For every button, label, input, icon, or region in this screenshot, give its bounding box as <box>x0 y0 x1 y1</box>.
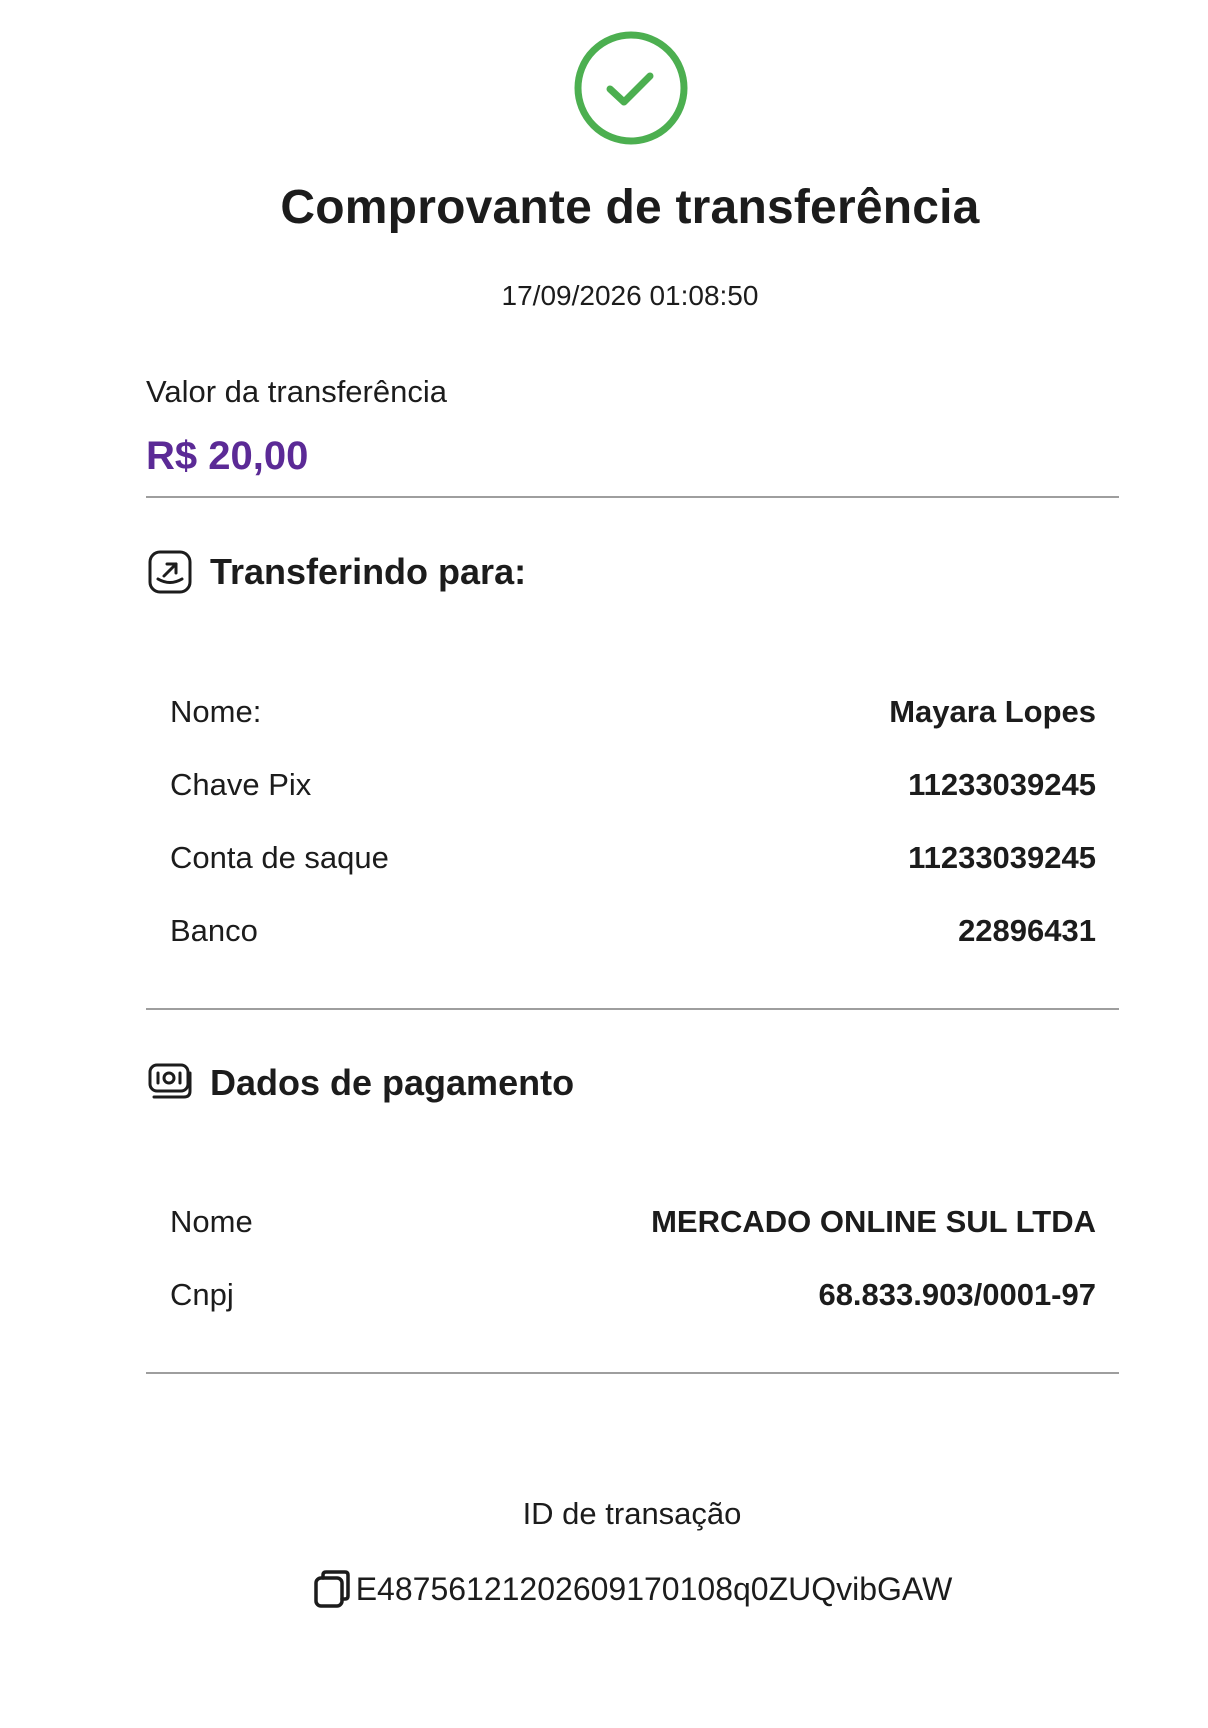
transaction-id[interactable] <box>0 1568 1208 1610</box>
row-value: 68.833.903/0001-97 <box>818 1277 1096 1312</box>
recipient-row-account <box>170 836 1096 880</box>
divider <box>146 1008 1119 1010</box>
recipient-section-title: Transferindo para: <box>210 551 527 592</box>
payment-section-title: Dados de pagamento <box>210 1062 575 1103</box>
page-title: Comprovante de transferência <box>280 181 980 234</box>
payment-section-header <box>146 1058 574 1108</box>
row-value: MERCADO ONLINE SUL LTDA <box>651 1204 1096 1239</box>
recipient-row-bank <box>170 909 1096 953</box>
recipient-section-header <box>146 547 526 597</box>
row-value: 22896431 <box>958 913 1096 948</box>
check-circle-icon <box>573 30 689 146</box>
recipient-row-name <box>170 690 1096 734</box>
row-value: 11233039245 <box>908 840 1096 875</box>
recipient-row-pix-key <box>170 763 1096 807</box>
row-label: Nome <box>170 1204 253 1239</box>
transaction-id-value: E48756121202609170108q0ZUQvibGAW <box>355 1570 953 1607</box>
copy-icon[interactable] <box>312 1568 352 1610</box>
row-label: Banco <box>170 913 258 948</box>
row-value: 11233039245 <box>908 767 1096 802</box>
row-label: Nome: <box>170 694 262 729</box>
row-value: Mayara Lopes <box>889 694 1096 729</box>
transfer-out-icon <box>146 548 194 596</box>
payment-row-cnpj <box>170 1273 1096 1317</box>
transaction-id-label: ID de transação <box>522 1496 742 1531</box>
divider <box>146 1372 1119 1374</box>
amount-label: Valor da transferência <box>146 374 447 409</box>
payment-row-name <box>170 1200 1096 1244</box>
money-stack-icon <box>146 1059 194 1107</box>
row-label: Chave Pix <box>170 767 312 802</box>
row-label: Conta de saque <box>170 840 389 875</box>
amount-value: R$ 20,00 <box>146 434 309 478</box>
transfer-datetime: 17/09/2026 01:08:50 <box>501 280 759 311</box>
row-label: Cnpj <box>170 1277 234 1312</box>
divider <box>146 496 1119 498</box>
